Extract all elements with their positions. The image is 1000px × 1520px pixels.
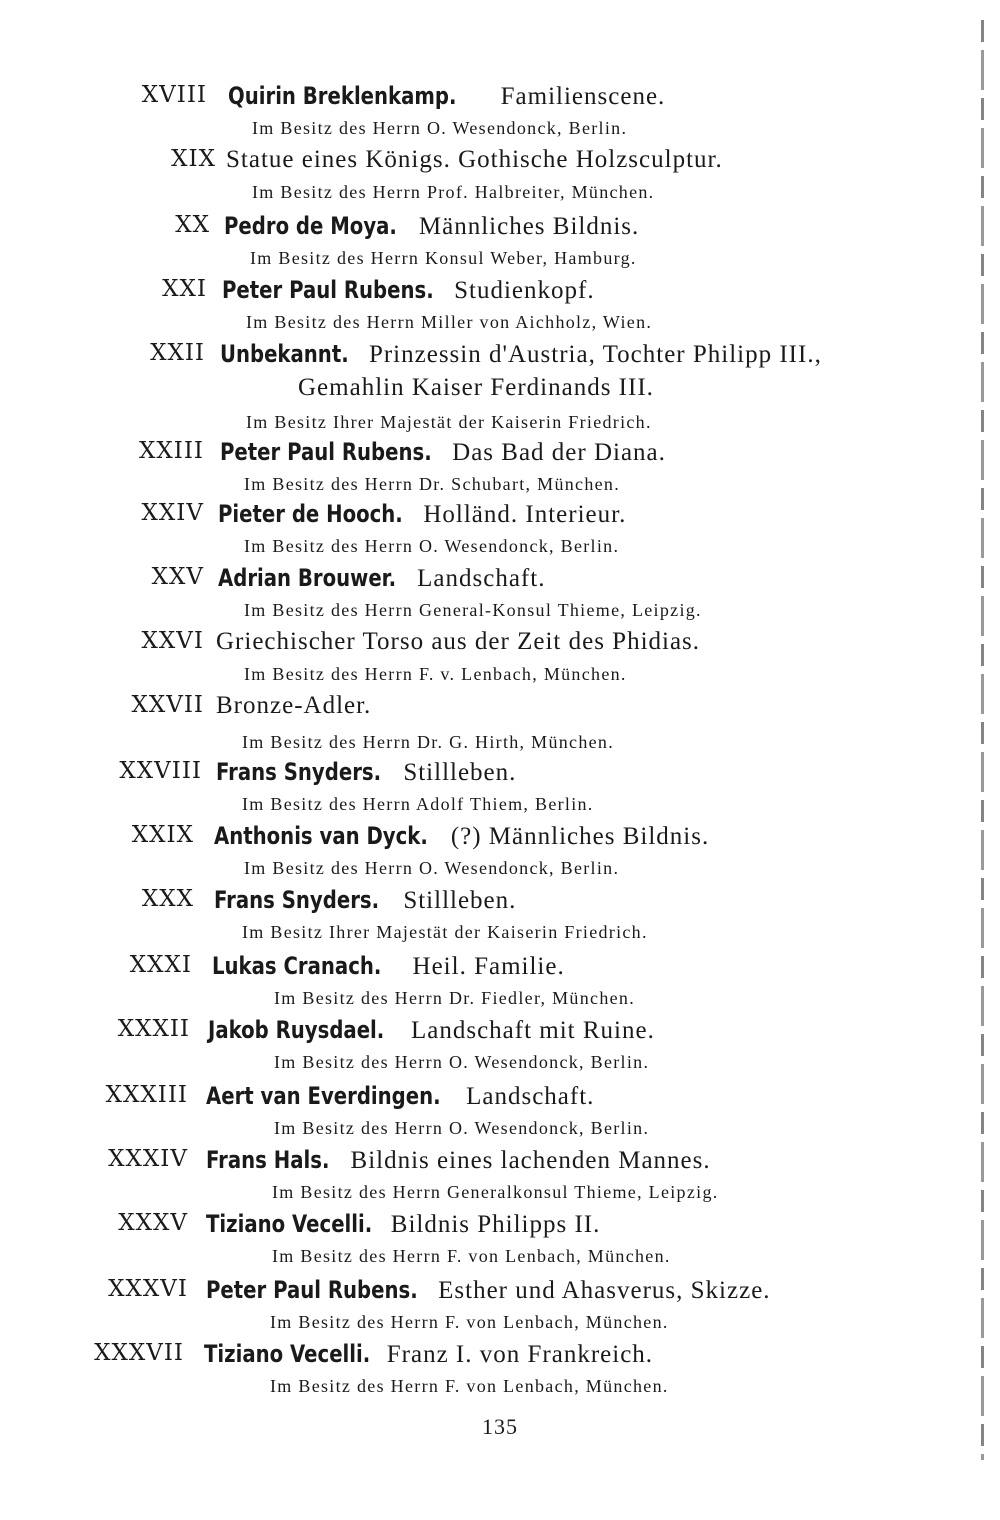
entry-number: XXXVII [94, 1340, 184, 1366]
entry-title: Landschaft mit Ruine. [410, 1017, 655, 1044]
entry-owner: Im Besitz des Herrn Prof. Halbreiter, München. [252, 182, 655, 202]
entry-number: XXII [150, 340, 205, 366]
entry-owner: Im Besitz des Herrn Konsul Weber, Hamburg. [250, 248, 637, 268]
entry-title: Stillleben. [403, 887, 517, 914]
entry-number: XXV [151, 564, 204, 590]
entry-artist: Tiziano Vecelli. [206, 1210, 373, 1238]
entry-number: XXXIII [105, 1082, 188, 1108]
entry-owner: Im Besitz des Herrn O. Wesendonck, Berlin. [274, 1052, 650, 1072]
entry-title: Prinzessin d'Austria, Tochter Philipp III., [368, 341, 822, 368]
entry-artist: Peter Paul Rubens. [220, 438, 432, 466]
entry-title: Studienkopf. [454, 277, 595, 304]
entry-artist: Pedro de Moya. [224, 212, 397, 240]
entry-title: Familienscene. [500, 83, 666, 110]
entry-owner: Im Besitz des Herrn O. Wesendonck, Berlin. [244, 858, 620, 878]
entry-owner: Im Besitz des Herrn Dr. Schubart, München. [244, 474, 621, 494]
entry-artist: Peter Paul Rubens. [222, 276, 434, 304]
entry-number: XXIX [131, 822, 194, 848]
entry-owner: Im Besitz des Herrn F. von Lenbach, München. [270, 1376, 669, 1396]
entry-title: Bildnis eines lachenden Mannes. [350, 1147, 711, 1174]
entry-number: XXVI [141, 628, 204, 654]
entry-artist: Aert van Everdingen. [206, 1082, 441, 1110]
entry-artist: Unbekannt. [220, 340, 349, 368]
entry-artist: Jakob Ruysdael. [208, 1016, 385, 1044]
entry-owner: Im Besitz des Herrn O. Wesendonck, Berlin. [252, 118, 628, 138]
entry-artist: Peter Paul Rubens. [206, 1276, 418, 1304]
entry-title: (?) Männliches Bildnis. [450, 823, 710, 850]
entry-number: XXXIV [108, 1146, 188, 1172]
entry-number: XXIII [138, 438, 204, 464]
entry-number: XXX [141, 886, 194, 912]
entry-owner: Im Besitz des Herrn O. Wesendonck, Berlin. [274, 1118, 650, 1138]
entry-number: XVIII [141, 82, 207, 108]
entry-owner: Im Besitz des Herrn Miller von Aichholz, Wien. [246, 312, 653, 332]
entry-owner: Im Besitz Ihrer Majestät der Kaiserin Friedrich. [242, 922, 648, 942]
entry-owner: Im Besitz des Herrn F. von Lenbach, München. [270, 1312, 669, 1332]
entry-owner: Im Besitz des Herrn Dr. Fiedler, München. [274, 988, 636, 1008]
entry-number: XXIV [141, 500, 204, 526]
entry-owner: Im Besitz des Herrn Adolf Thiem, Berlin. [242, 794, 594, 814]
entry-number: XXXVI [108, 1276, 188, 1302]
entry-artist: Lukas Cranach. [212, 952, 382, 980]
entry-title: Holländ. Interieur. [423, 501, 627, 528]
entry-artist: Frans Snyders. [214, 886, 380, 914]
page-edge-scan-artifact [981, 20, 984, 1460]
entry-title: Landschaft. [417, 565, 546, 592]
entry-owner: Im Besitz Ihrer Majestät der Kaiserin Friedrich. [246, 412, 652, 432]
entry-title: Männliches Bildnis. [418, 213, 640, 240]
entry-owner: Im Besitz des Herrn F. v. Lenbach, München. [244, 664, 627, 684]
entry-title-continued: Gemahlin Kaiser Ferdinands III. [298, 374, 654, 401]
entry-owner: Im Besitz des Herrn F. von Lenbach, München. [272, 1246, 671, 1266]
entry-title: Bronze-Adler. [216, 692, 372, 719]
entry-title: Griechischer Torso aus der Zeit des Phidias. [216, 628, 701, 655]
entry-title: Bildnis Philipps II. [390, 1211, 601, 1238]
entry-number: XXXV [118, 1210, 188, 1236]
entry-number: XXXII [117, 1016, 190, 1042]
entry-artist: Quirin Breklenkamp. [228, 82, 457, 110]
entry-number: XXI [162, 276, 207, 302]
entry-title: Esther und Ahasverus, Skizze. [438, 1277, 771, 1304]
entry-artist: Tiziano Vecelli. [204, 1340, 371, 1368]
entry-artist: Frans Hals. [206, 1146, 330, 1174]
entry-title: Statue eines Königs. Gothische Holzsculptur. [226, 146, 723, 173]
entry-owner: Im Besitz des Herrn O. Wesendonck, Berlin. [244, 536, 620, 556]
entry-artist: Pieter de Hooch. [218, 500, 403, 528]
entry-title: Landschaft. [466, 1083, 595, 1110]
page-number: 135 [482, 1414, 518, 1439]
entry-number: XX [175, 212, 210, 238]
entry-number: XXVIII [119, 758, 202, 784]
entry-number: XXXI [129, 952, 192, 978]
entry-artist: Anthonis van Dyck. [214, 822, 428, 850]
entry-owner: Im Besitz des Herrn Generalkonsul Thieme, Leipzig. [272, 1182, 719, 1202]
entry-owner: Im Besitz des Herrn General-Konsul Thieme, Leipzig. [244, 600, 702, 620]
entry-title: Das Bad der Diana. [452, 439, 666, 466]
entry-artist: Adrian Brouwer. [218, 564, 397, 592]
entry-title: Heil. Familie. [412, 953, 565, 980]
entry-owner: Im Besitz des Herrn Dr. G. Hirth, München. [242, 732, 615, 752]
entry-number: XIX [171, 146, 216, 172]
entry-title: Stillleben. [403, 759, 517, 786]
entry-title: Franz I. von Frankreich. [386, 1341, 654, 1368]
entry-artist: Frans Snyders. [216, 758, 382, 786]
entry-number: XXVII [131, 692, 204, 718]
